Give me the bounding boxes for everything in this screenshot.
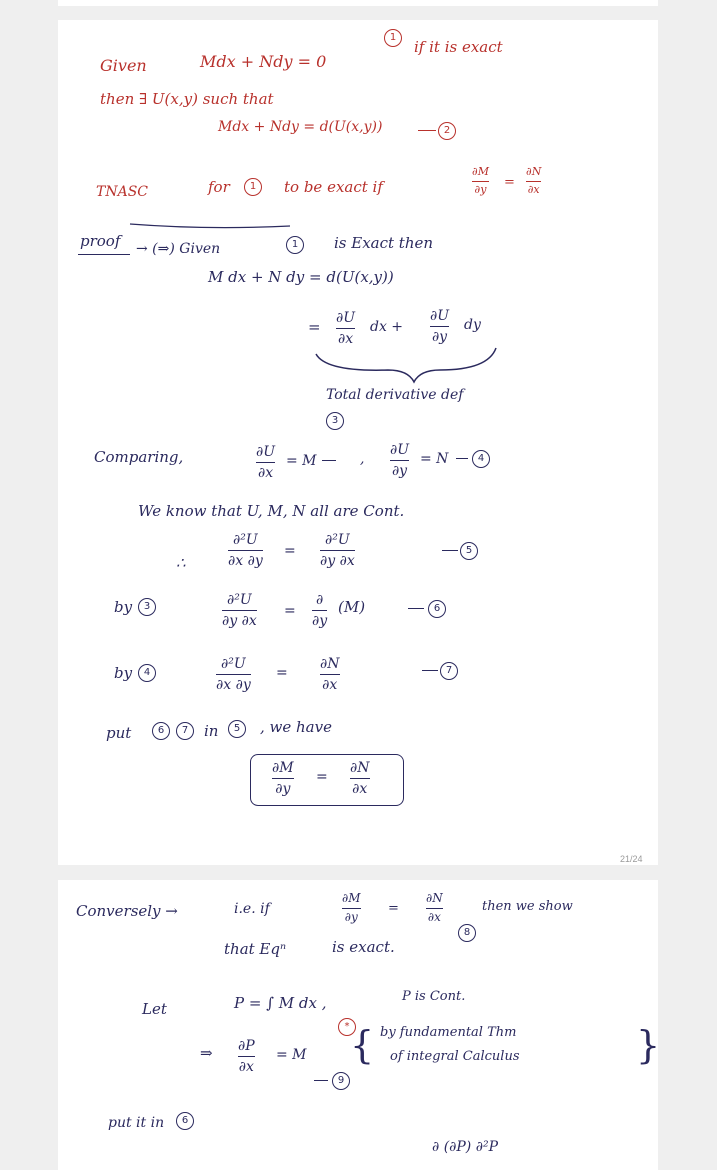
eq6-left xyxy=(222,592,257,630)
equation-tag-1: 1 xyxy=(384,29,402,47)
equals-sign: = xyxy=(308,318,321,336)
md-nd-equation: M dx + N dy = d(U(x,y)) xyxy=(208,268,394,286)
put-label: put xyxy=(106,724,132,742)
result-dn-dx xyxy=(350,760,370,798)
frac-den: ∂x xyxy=(427,910,441,925)
tag-dash xyxy=(314,1080,328,1081)
fraction-bar xyxy=(390,460,409,461)
right-brace: } xyxy=(636,1023,661,1067)
put-it-in-text: put it in xyxy=(108,1115,165,1131)
frac-den: ∂y xyxy=(431,329,448,346)
put-tag-6: 6 xyxy=(152,722,170,740)
eq7-equals: = xyxy=(276,665,288,681)
dp-eq-m: = M xyxy=(276,1047,307,1063)
tag-dash xyxy=(456,458,468,459)
page-number: 21/24 xyxy=(620,854,643,864)
dy-text: dy xyxy=(464,317,481,333)
we-have-text: , we have xyxy=(260,718,332,736)
total-derivative-note: Total derivative def xyxy=(326,387,464,403)
tag-dash xyxy=(322,460,336,461)
fundamental-theorem-text: by fundamental Thm xyxy=(380,1025,517,1040)
frac-num: ∂N xyxy=(320,656,340,672)
put-in-text: in xyxy=(204,722,219,740)
fraction-bar xyxy=(320,550,355,551)
frac-den: ∂x xyxy=(322,677,338,694)
dx-plus: dx + xyxy=(370,319,404,335)
frac-den: ∂x ∂y xyxy=(216,677,251,694)
integral-calculus-text: of integral Calculus xyxy=(390,1049,520,1064)
frac-num: ∂U xyxy=(390,442,410,458)
frac-num: ∂N xyxy=(350,760,370,776)
equation-tag-star: * xyxy=(338,1018,356,1036)
eq6-equals: = xyxy=(284,603,296,619)
tnasc-equals: = xyxy=(504,175,515,190)
equation-tag-2: 2 xyxy=(438,122,456,140)
eq7-right xyxy=(320,656,340,694)
frac-num: ∂ xyxy=(315,592,324,608)
frac-den: ∂y ∂x xyxy=(320,553,355,570)
given-label: Given xyxy=(100,56,147,75)
eq5-equals: = xyxy=(284,543,296,559)
fraction-bar xyxy=(426,908,443,909)
frac-num: ∂²U xyxy=(227,592,252,608)
by-3-tag: 3 xyxy=(138,598,156,616)
implies-arrow: ⇒ xyxy=(200,1044,213,1062)
tnasc-exact-if: to be exact if xyxy=(284,178,383,196)
equation-tag-5: 5 xyxy=(460,542,478,560)
p-definition: P = ∫ M dx , xyxy=(234,994,327,1012)
fraction-bar xyxy=(238,1056,255,1057)
frac-den: ∂x xyxy=(257,465,274,482)
tnasc-tag-1: 1 xyxy=(244,178,262,196)
conv-dm-dy xyxy=(342,892,361,925)
proof-tag-1: 1 xyxy=(286,236,304,254)
tag-dash xyxy=(422,670,438,671)
frac-num: ∂M xyxy=(472,165,489,178)
by-4-tag: 4 xyxy=(138,664,156,682)
frac-den: ∂y xyxy=(275,781,291,798)
frac-den: ∂y xyxy=(474,183,487,197)
frac-den: ∂x ∂y xyxy=(228,553,263,570)
equation-tag-9: 9 xyxy=(332,1072,350,1090)
frac-den: ∂x xyxy=(337,331,354,348)
notes-page-1 xyxy=(58,20,658,865)
bottom-partial-cut: ∂ (∂P) ∂²P xyxy=(432,1139,498,1155)
frac-num: ∂U xyxy=(256,444,276,460)
fraction-bar xyxy=(256,462,275,463)
let-label: Let xyxy=(142,1000,167,1018)
frac-num: ∂²U xyxy=(325,532,350,548)
equation-tag-3: 3 xyxy=(326,412,344,430)
is-exact-text: is exact. xyxy=(332,938,395,956)
frac-den: ∂y ∂x xyxy=(222,613,257,630)
result-equals: = xyxy=(316,769,328,785)
put-tag-5: 5 xyxy=(228,720,246,738)
fraction-bar xyxy=(312,610,327,611)
equation-2: Mdx + Ndy = d(U(x,y)) xyxy=(218,119,383,135)
frac-num: ∂M xyxy=(342,891,361,905)
fraction-bar xyxy=(272,778,294,779)
fraction-bar xyxy=(228,550,263,551)
frac-num: ∂²U xyxy=(221,656,246,672)
previous-page-edge xyxy=(58,0,658,6)
frac-den: ∂x xyxy=(238,1059,254,1076)
total-derivative-brace xyxy=(58,20,658,865)
frac-den: ∂y xyxy=(344,910,358,925)
eq6-m: (M) xyxy=(338,598,366,616)
proof-direction: → (⇒) Given xyxy=(136,241,221,257)
tag-dash xyxy=(408,608,424,609)
comma: , xyxy=(360,451,365,467)
equation-tag-4: 4 xyxy=(472,450,490,468)
compare-du-dy xyxy=(390,442,409,480)
put-it-tag-6: 6 xyxy=(176,1112,194,1130)
fraction-bar xyxy=(342,908,361,909)
tag-dash xyxy=(442,550,458,551)
frac-den: ∂y xyxy=(391,463,408,480)
frac-den: ∂x xyxy=(352,781,368,798)
conv-dn-dx xyxy=(426,892,443,925)
conv-equals: = xyxy=(388,901,399,916)
frac-num: ∂U xyxy=(336,310,356,326)
result-dm-dy xyxy=(272,760,294,798)
by-4-label: by xyxy=(114,664,133,682)
fraction-bar xyxy=(222,610,257,611)
then-exists-text: then ∃ U(x,y) such that xyxy=(100,90,274,108)
p-continuous: P is Cont. xyxy=(402,989,466,1004)
tnasc-for: for xyxy=(208,178,230,196)
then-we-show: then we show xyxy=(482,899,573,914)
compare-eq-m: = M xyxy=(286,453,317,469)
by-3-label: by xyxy=(114,598,133,616)
comparing-label: Comparing, xyxy=(94,448,184,466)
frac-num: ∂P xyxy=(238,1038,255,1054)
fraction-bar xyxy=(216,674,251,675)
dp-dx-fraction xyxy=(238,1038,255,1076)
equation-tag-7: 7 xyxy=(440,662,458,680)
proof-label: proof xyxy=(80,232,121,250)
tnasc-label: TNASC xyxy=(96,184,149,200)
ie-if-text: i.e. if xyxy=(234,901,270,917)
compare-du-dx xyxy=(256,444,275,482)
eq5-left xyxy=(228,532,263,570)
frac-num: ∂N xyxy=(526,165,542,178)
compare-eq-n: = N xyxy=(420,451,449,467)
put-tag-7: 7 xyxy=(176,722,194,740)
eq7-left xyxy=(216,656,251,694)
frac-den: ∂x xyxy=(527,183,540,197)
frac-num: ∂N xyxy=(426,891,443,905)
we-know-text: We know that U, M, N all are Cont. xyxy=(138,502,405,520)
eq6-right xyxy=(312,592,327,630)
frac-num: ∂M xyxy=(272,760,294,776)
equation-tag-6: 6 xyxy=(428,600,446,618)
fraction-bar xyxy=(320,674,340,675)
left-brace: { xyxy=(350,1023,375,1067)
given-equation: Mdx + Ndy = 0 xyxy=(200,52,327,71)
proof-is-exact: is Exact then xyxy=(334,234,434,252)
notes-page-2 xyxy=(58,880,661,1170)
eq5-right xyxy=(320,532,355,570)
fraction-bar xyxy=(350,778,370,779)
that-eq-text: that Eqⁿ xyxy=(224,940,287,958)
conversely-label: Conversely → xyxy=(76,902,178,920)
equation-tag-8: 8 xyxy=(458,924,476,942)
frac-den: ∂y xyxy=(312,613,328,630)
if-exact-text: if it is exact xyxy=(414,38,503,56)
frac-num: ∂²U xyxy=(233,532,258,548)
therefore-symbol: ∴ xyxy=(176,554,186,572)
frac-num: ∂U xyxy=(430,308,450,324)
